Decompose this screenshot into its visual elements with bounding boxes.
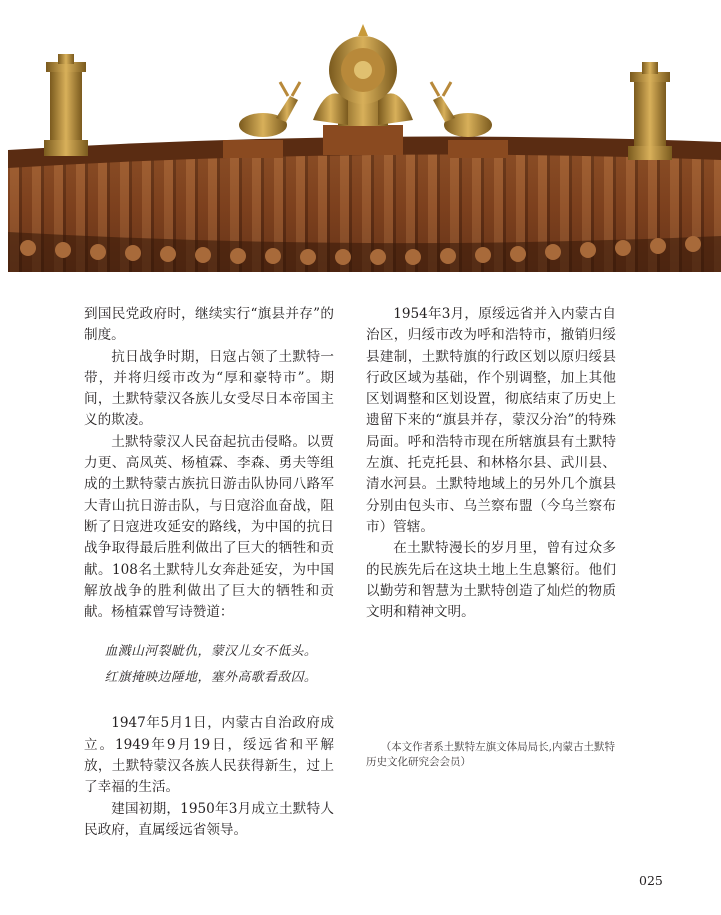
temple-roof-photo [8,0,721,272]
paragraph: 到国民党政府时，继续实行“旗县并存”的制度。 [84,306,334,344]
paragraph: 土默特蒙汉人民奋起抗击侵略。以贾力更、高凤英、杨植霖、李森、勇夫等组成的土默特蒙古族抗日游击队协同八路军大青山抗日游击队，与日寇浴血奋战，阻断了日寇进攻延安的路线，为中国的抗日战争取得最后胜利做出了巨大的牺牲和贡献。108名土默特儿女奔赴延安，为中国解放战争的胜利做出了巨大的牺牲和贡献。杨植霖曾写诗赞道： [84,433,334,621]
left-text-column [84,304,334,841]
paragraph: 建国初期，1950年3月成立土默特人民政府，直属绥远省领导。 [84,800,334,838]
author-note: （本文作者系土默特左旗文体局局长,内蒙古土默特历史文化研究会会员） [366,741,616,768]
poem-line: 血溅山河裂眦仇，蒙汉儿女不低头。 [104,644,318,660]
poem-line: 红旗掩映边陲地，塞外高歌看敌囚。 [104,670,318,686]
paragraph: 1947年5月1日，内蒙古自治政府成立。1949年9月19日，绥远省和平解放，土默特蒙汉各族人民获得新生，过上了幸福的生活。 [84,715,334,796]
paragraph: 在土默特漫长的岁月里，曾有过众多的民族先后在这块土地上生息繁衍。他们以勤劳和智慧为土默特创造了灿烂的物质文明和精神文明。 [366,540,616,621]
paragraph: 1954年3月，原绥远省并入内蒙古自治区，归绥市改为呼和浩特市，撤销归绥县建制，土默特旗的行政区划以原归绥县行政区域为基础，作个别调整，加上其他区划调整和区划设置，彻底结束了历史上遗留下来的“旗县并存，蒙汉分治”的特殊局面。呼和浩特市现在所辖旗县有土默特左旗、托克托县、和林格尔县、武川县、清水河县。土默特地域上的另外几个旗县分别由包头市、乌兰察布盟（今乌兰察布市）管辖。 [366,306,616,535]
page-number: 025 [639,873,663,888]
poem [84,639,334,691]
paragraph: 抗日战争时期，日寇占领了土默特一带，并将归绥市改为“厚和豪特市”。期间，土默特蒙汉各族儿女受尽日本帝国主义的欺凌。 [84,348,334,429]
right-text-column [366,304,616,623]
